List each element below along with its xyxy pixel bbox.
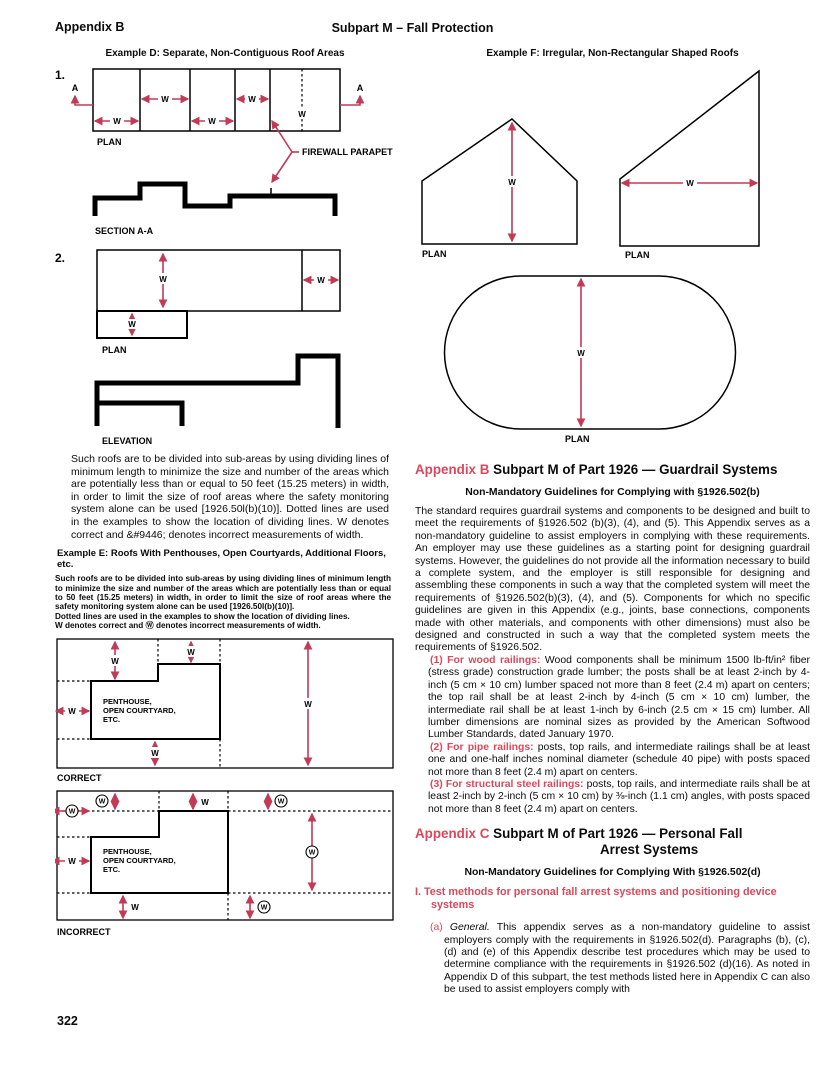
width-label: W: [317, 276, 325, 285]
appendix-c-title-line2: Arrest Systems: [600, 842, 699, 858]
width-label: W: [161, 95, 169, 104]
wood-railings-item: [428, 655, 810, 742]
pipe-railings-text: posts, top rails, and intermediate railings shall be at least one and one-half inches nominal diameter (schedule 40 pipe) with posts spaced not more than 8 feet (2.4 m) apart on centers.: [428, 741, 810, 778]
penthouse-label: ETC.: [103, 714, 121, 724]
steel-railings-lead: (3) For structural steel railings:: [430, 778, 584, 790]
example-e-note-line: Such roofs are to be divided into sub-areas by using dividing lines of minimum length to minimize the size and number of the areas which are potentially less than or equal to 50 feet (15.25 meters) in width, in order to limit the size of roof areas where the safety monitoring system alone can be used [1926.50l(b)(10)].: [55, 574, 391, 612]
page-header-title: Subpart M – Fall Protection: [331, 21, 494, 35]
incorrect-label: INCORRECT: [57, 926, 111, 937]
svg-text:W: W: [260, 904, 268, 912]
appendix-c-heading: [415, 826, 810, 858]
firewall-callout-arrow: [272, 152, 292, 182]
section-aa-label: SECTION A-A: [95, 226, 154, 236]
figure-2-number: 2.: [55, 251, 66, 265]
example-d-figure-2: [55, 246, 395, 448]
steel-railings-text: posts, top rails, and intermediate rails shall be at least 2-inch by 2-inch (5 cm × 10 cm) by ⅜-inch (1.1 cm) angles, with posts spaced not more than 8 feet (2.4 m) apart on centers.: [428, 778, 810, 815]
example-e-note: [55, 574, 391, 630]
plan-label: PLAN: [102, 345, 127, 355]
appendix-c-title-line1: Subpart M of Part 1926 — Personal Fall: [493, 826, 743, 842]
example-e-title: Example E: Roofs With Penthouses, Open Courtyards, Additional Floors, etc.: [57, 548, 386, 571]
appendix-c-label: Appendix C: [415, 826, 490, 842]
example-d-figure-1: [55, 63, 395, 241]
width-label: W: [298, 110, 306, 119]
section-cut-label: A: [71, 83, 79, 93]
stadium-roof-outline: [445, 276, 736, 429]
example-d-title: Example D: Separate, Non-Contiguous Roof Areas: [105, 48, 345, 59]
penthouse-label: PENTHOUSE,: [103, 696, 152, 706]
svg-text:W: W: [308, 849, 316, 857]
width-label: W: [508, 178, 516, 187]
example-e-incorrect-diagram: [55, 788, 395, 940]
penthouse-label: PENTHOUSE,: [103, 846, 152, 856]
width-label: W: [68, 856, 76, 866]
correct-label: CORRECT: [57, 772, 102, 783]
width-label: W: [128, 320, 136, 329]
pentagon-roof-outline: [422, 119, 577, 244]
example-f-title: Example F: Irregular, Non-Rectangular Shaped Roofs: [486, 48, 739, 59]
penthouse-label: ETC.: [103, 864, 121, 874]
width-label: W: [248, 95, 256, 104]
example-d-paragraph: Such roofs are to be divided into sub-areas by using dividing lines of minimum length to minimize the size and number of the areas which are potentially less than or equal to 50 feet (15.25 meters) in width, in order to limit the size of roof areas where the safety monitoring system alone can be used [1926.50l(b)(10)]. Dotted lines are used in the examples to show the location of dividing lines. W denotes correct and &#9446; denotes incorrect measurements of width.: [71, 453, 389, 541]
figure-1-number: 1.: [55, 68, 66, 82]
triangular-roof-outline: [620, 71, 759, 246]
appendix-c-subtitle: Non-Mandatory Guidelines for Complying With §1926.502(d): [464, 867, 761, 879]
plan-label: PLAN: [97, 137, 122, 147]
svg-text:W: W: [98, 798, 106, 806]
circled-w-icon: [306, 846, 318, 858]
left-column: [55, 46, 395, 940]
wood-railings-text: Wood components shall be minimum 1500 lb-ft/in² fiber (stress grade) construction grade lumber; the posts shall be at least 2-inch by 4-inch (5 cm × 10 cm) lumber spaced not more than 8 feet (2.4 m) apart on centers; the top rail shall be at least 2-inch by 4-inch (5 cm × 10 cm) lumber, the intermediate rail shall be at least 1-inch by 6-inch (2.5 cm × 15 cm) lumber. All lumber dimensions are nominal sizes as provided by the American Softwood Lumber Standards, dated January 1970.: [428, 654, 811, 741]
pipe-railings-item: [428, 742, 810, 779]
width-label: W: [159, 275, 167, 284]
appendix-b-label: Appendix B: [415, 462, 490, 477]
width-label: W: [187, 647, 195, 657]
section-profile: [95, 184, 335, 216]
width-label: W: [131, 902, 139, 912]
width-label: W: [201, 797, 209, 807]
general-term: General.: [449, 922, 490, 934]
svg-text:W: W: [277, 798, 285, 806]
width-label: W: [151, 748, 159, 758]
page-number: 322: [57, 1014, 78, 1028]
penthouse-label: OPEN COURTYARD,: [103, 705, 176, 715]
appendix-b-intro: The standard requires guardrail systems and components to be designed and built to meet the requirements of §1926.502 (b)(3), (4), and (5). This Appendix serves as a non-mandatory guideline to assist employers in complying with these requirements. An employer may use these guidelines as a starting point for designing guardrail systems. However, the guidelines do not provide all the information necessary to build a complete system, and the employer is still responsible for designing and assembling these components in such a way that the completed system will meet the requirements of §1926.502(b)(3), (4), and (5). Components for which no specific guidelines are given in this Appendix (e.g., joints, base connections, components made with other materials, and components with other dimensions) must also be designed and constructed in such a way that the completed system meets the requirements of §1926.502.: [415, 506, 810, 654]
section-cut-arrow: [340, 96, 360, 105]
wood-railings-lead: (1) For wood railings:: [430, 654, 541, 666]
width-label: W: [686, 179, 694, 188]
right-column: [415, 46, 810, 1007]
example-e-correct-diagram: [55, 634, 395, 786]
plan-roof-wing: [97, 311, 187, 338]
width-label: W: [111, 656, 119, 666]
circled-w-icon: [258, 901, 270, 913]
circled-w-icon: [66, 805, 78, 817]
test-methods-heading: I. Test methods for personal fall arrest systems and positioning device systems: [415, 886, 777, 911]
elevation-profile: [97, 356, 338, 428]
penthouse-label: OPEN COURTYARD,: [103, 855, 176, 865]
steel-railings-item: [428, 779, 810, 816]
width-label: W: [113, 117, 121, 126]
plan-label: PLAN: [565, 434, 590, 444]
plan-label: PLAN: [422, 249, 447, 259]
circled-w-icon: [96, 795, 108, 807]
width-label: W: [208, 117, 216, 126]
plan-roof-outline: [97, 250, 340, 311]
section-cut-label: A: [356, 83, 364, 93]
width-label: W: [68, 706, 76, 716]
elevation-label: ELEVATION: [102, 436, 153, 446]
firewall-parapet-label: FIREWALL PARAPET: [302, 147, 393, 157]
page-header-appendix: Appendix B: [55, 20, 125, 34]
section-cut-arrow: [75, 96, 93, 105]
appendix-b-title: Subpart M of Part 1926 — Guardrail Systems: [493, 462, 778, 477]
general-paragraph: [430, 922, 811, 996]
pipe-railings-lead: (2) For pipe railings:: [430, 741, 534, 753]
example-e-note-line: W denotes correct and Ⓦ denotes incorrect measurements of width.: [55, 621, 321, 631]
width-label: W: [304, 699, 312, 709]
plan-label: PLAN: [625, 250, 650, 260]
example-f-figures: [415, 63, 810, 455]
width-label: W: [577, 349, 585, 358]
appendix-b-subtitle: Non-Mandatory Guidelines for Complying with §1926.502(b): [465, 487, 760, 498]
general-paragraph-text: This appendix serves as a non-mandatory guideline to assist employers comply with the requirements in §1926.502(d). Paragraphs (b), (c), (d) and (e) of this Appendix describe test procedures which may be used to determine compliance with the requirements in §1926.502 (d)(16). As noted in Appendix D of this subpart, the test methods listed here in Appendix C can also be used to assist employers comply with: [444, 922, 811, 996]
firewall-callout-arrow: [272, 121, 292, 152]
svg-text:W: W: [68, 808, 76, 816]
example-e-note-line: Dotted lines are used in the examples to show the location of dividing lines.: [55, 611, 350, 621]
elevation-profile-inner: [97, 403, 182, 426]
circled-w-icon: [275, 795, 287, 807]
general-paragraph-lead: (a): [430, 922, 443, 934]
appendix-b-heading: [415, 462, 810, 478]
